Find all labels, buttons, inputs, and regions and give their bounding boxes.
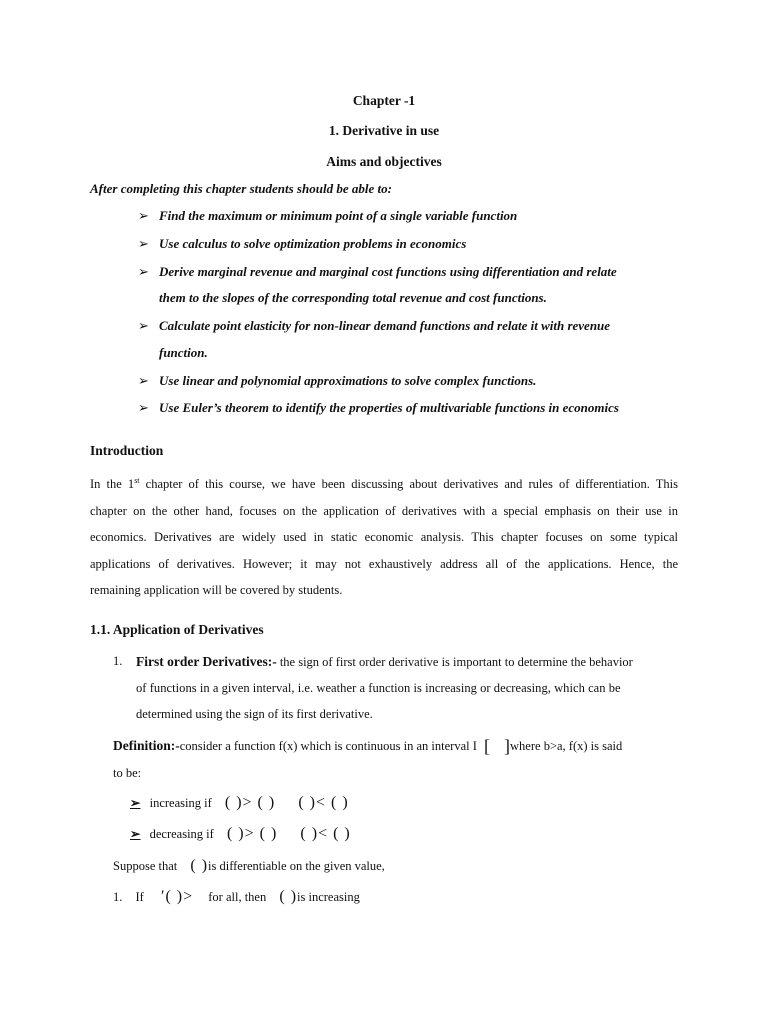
intro-line: economics. Derivatives are widely used in static economic analysis. This chapter focuses on some typical [90,530,678,545]
increasing-expression-b: ( )< ( ) [298,794,349,811]
intro-line [90,468,678,498]
section-title: 1. Derivative in use [328,123,440,138]
arrow-bullet-icon: ➢ [130,827,141,841]
definition-tail: where b>a, f(x) is said [510,739,623,753]
if-text: If [135,890,144,904]
suppose-tail: is differentiable on the given value, [208,859,385,873]
objective-text: function. [159,345,208,360]
decreasing-condition [130,825,351,843]
function-placeholder: ( ) [190,857,209,874]
increasing-label: increasing if [149,796,212,810]
for-all-text: for all, then [208,890,267,904]
decreasing-expression-a: ( )> ( ) [226,825,278,842]
objective-text: Calculate point elasticity for non-linear demand functions and relate it with revenue [159,318,611,333]
definition-line-2: to be: [113,766,142,780]
condition-1-line [113,888,360,906]
arrow-bullet-icon: ➢ [138,373,149,388]
definition-term: Definition:- [113,738,180,753]
definition-line [113,736,622,757]
decreasing-label: decreasing if [149,827,214,841]
condition-number: 1. [113,890,123,904]
intro-text: chapter of this course, we have been discussing about derivatives and rules of differentiation. This [139,477,678,492]
increasing-condition [130,794,349,812]
objective-text: Use Euler’s theorem to identify the properties of multivariable functions in economics [159,400,619,415]
definition-text: consider a function f(x) which is continuous in an interval I [179,739,477,753]
interval-close-bracket: ] [504,736,511,756]
superscript: st [134,476,140,485]
first-order-text: the sign of first order derivative is important to determine the behavior [276,655,633,669]
interval-open-bracket: [ [484,736,491,756]
first-order-line-3: determined using the sign of its first derivative. [136,707,373,721]
intro-line: applications of derivatives. However; it may not exhaustively address all of the applications. Hence, the [90,556,678,571]
objective-text: Use linear and polynomial approximations to solve complex functions. [159,373,537,388]
arrow-bullet-icon: ➢ [138,318,149,333]
arrow-bullet-icon: ➢ [138,236,149,251]
increasing-expression-a: ( )> ( ) [224,794,276,811]
first-order-line-1 [136,654,633,670]
first-order-term: First order Derivatives:- [136,654,277,669]
suppose-text: Suppose that [113,859,178,873]
intro-line: chapter on the other hand, focuses on the application of derivatives with a special emphasis on their use in [90,503,678,518]
intro-line: remaining application will be covered by students. [90,583,343,598]
arrow-bullet-icon: ➢ [138,400,149,415]
increasing-result: is increasing [297,890,360,904]
decreasing-expression-b: ( )< ( ) [300,825,351,842]
function-placeholder: ( ) [279,888,298,905]
arrow-bullet-icon: ➢ [138,264,149,279]
suppose-line [113,857,385,875]
chapter-label: Chapter -1 [352,93,416,108]
objectives-intro: After completing this chapter students should be able to: [90,181,392,196]
objective-text: Find the maximum or minimum point of a single variable function [159,208,518,223]
introduction-paragraph [90,468,678,604]
objective-text: Derive marginal revenue and marginal cost functions using differentiation and relate [159,264,617,279]
derivative-expression: ′( )> [160,888,194,905]
first-order-line-2: of functions in a given interval, i.e. weather a function is increasing or decreasing, which can be [136,681,621,695]
introduction-heading: Introduction [90,443,164,458]
arrow-bullet-icon: ➢ [130,796,141,810]
objective-text: Use calculus to solve optimization problems in economics [159,236,467,251]
objective-text: them to the slopes of the corresponding total revenue and cost functions. [159,290,547,305]
arrow-bullet-icon: ➢ [138,208,149,223]
intro-text: In the 1 [90,477,135,492]
aims-heading: Aims and objectives [326,154,442,169]
list-number: 1. [113,654,123,668]
section-1-1-heading: 1.1. Application of Derivatives [90,622,264,637]
